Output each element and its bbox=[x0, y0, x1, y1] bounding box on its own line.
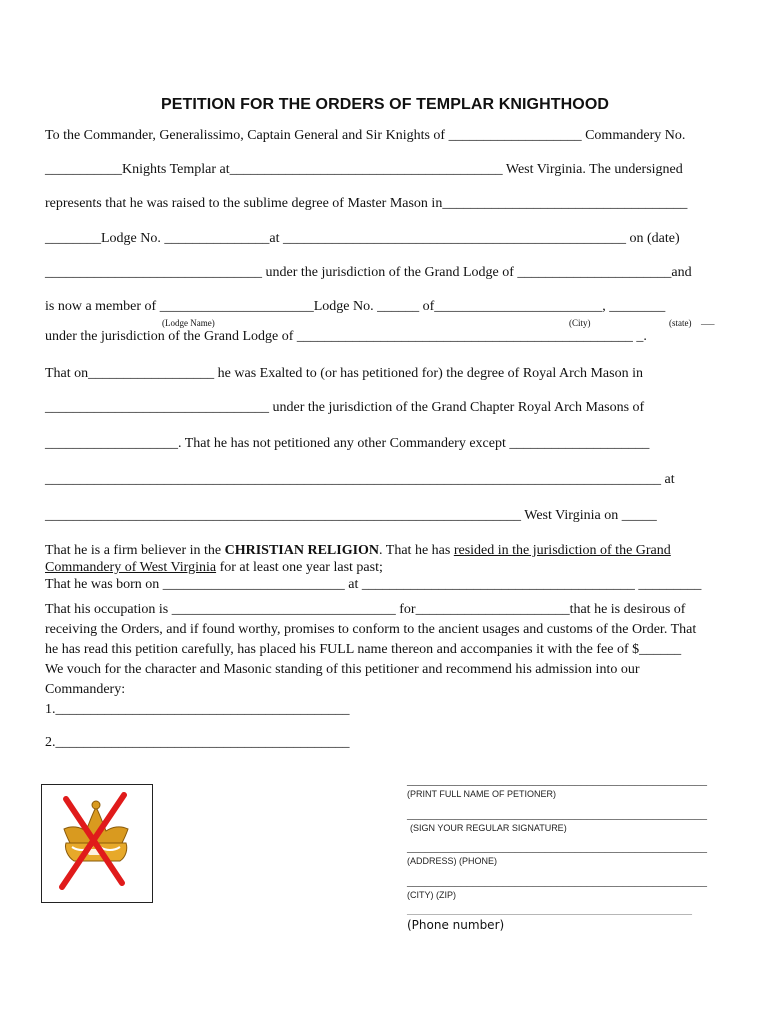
text-line-fee: he has read this petition carefully, has placed his FULL name thereon and accompanies it with the fee of $______ bbox=[45, 642, 682, 657]
address-label: (ADDRESS) (PHONE) bbox=[407, 856, 498, 866]
commandery-wv-text: Commandery of West Virginia bbox=[45, 560, 217, 575]
city-zip-label: (CITY) (ZIP) bbox=[407, 890, 456, 900]
phone-number-label: (Phone number) bbox=[407, 918, 505, 932]
label-city: (City) bbox=[569, 318, 591, 328]
signature-block-name bbox=[407, 773, 707, 800]
crown-logo-box bbox=[41, 784, 153, 903]
signature-label: (SIGN YOUR REGULAR SIGNATURE) bbox=[410, 823, 567, 833]
address-line: __________________________________________________ bbox=[407, 840, 707, 854]
signature-block-phone bbox=[407, 904, 707, 918]
text-line-receiving-orders: receiving the Orders, and if found worthy, promises to conform to the ancient usages and customs of the Order. That bbox=[45, 622, 697, 637]
text-line-commandery-wv bbox=[45, 559, 725, 577]
belief-text-f: for at least one year last past; bbox=[216, 560, 383, 575]
signature-block-address bbox=[407, 840, 707, 867]
label-state-blank: ___ bbox=[701, 316, 715, 326]
signature-line: __________________________________________________ bbox=[407, 807, 707, 821]
belief-text-c: . That he has bbox=[379, 543, 454, 558]
text-line-other-commandery: ___________________. That he has not petitioned any other Commandery except ____________________ bbox=[45, 436, 650, 451]
voucher-line-1: 1.__________________________________________ bbox=[45, 702, 350, 717]
city-zip-line: __________________________________________________ bbox=[407, 874, 707, 888]
text-line-lodge-no: ________Lodge No. _______________at _________________________________________________ on (date) bbox=[45, 231, 680, 246]
voucher-line-2: 2.__________________________________________ bbox=[45, 735, 350, 750]
text-line-at: ________________________________________________________________________________________ at bbox=[45, 472, 675, 487]
text-line-jurisdiction-grand-lodge: under the jurisdiction of the Grand Lodge of ________________________________________________ _. bbox=[45, 329, 647, 344]
text-line-grand-lodge: _______________________________ under the jurisdiction of the Grand Lodge of ______________________and bbox=[45, 265, 692, 280]
text-line-vouch: We vouch for the character and Masonic standing of this petitioner and recommend his admission into our bbox=[45, 662, 640, 677]
text-line-master-mason: represents that he was raised to the sublime degree of Master Mason in___________________________________ bbox=[45, 196, 688, 211]
text-line-grand-chapter: ________________________________ under the jurisdiction of the Grand Chapter Royal Arch Masons of bbox=[45, 400, 645, 415]
resided-jurisdiction-text: resided in the jurisdiction of the Grand bbox=[453, 543, 671, 558]
christian-religion-text: CHRISTIAN RELIGION bbox=[224, 543, 380, 558]
belief-text-a: That he is a firm believer in the bbox=[45, 543, 225, 558]
crown-crossed-out-icon bbox=[42, 785, 152, 902]
text-line-commandery-label: Commandery: bbox=[45, 682, 126, 697]
text-line-member-of: is now a member of ______________________Lodge No. ______ of________________________, ________ bbox=[45, 299, 666, 314]
phone-line: _________________________________________________________ bbox=[407, 905, 692, 916]
page-title: PETITION FOR THE ORDERS OF TEMPLAR KNIGHTHOOD bbox=[160, 96, 610, 113]
text-line-born-on: That he was born on __________________________ at _______________________________________ _________ bbox=[45, 577, 702, 592]
signature-block-city bbox=[407, 874, 707, 901]
text-line-west-virginia-on: ____________________________________________________________________ West Virginia on _____ bbox=[45, 508, 657, 523]
text-line-occupation: That his occupation is ________________________________ for______________________that he is desirous of bbox=[45, 602, 686, 617]
text-line-christian-religion bbox=[45, 542, 725, 560]
text-line-knights-templar: ___________Knights Templar at_______________________________________ West Virginia. The undersigned bbox=[45, 162, 683, 177]
text-line-royal-arch: That on__________________ he was Exalted to (or has petitioned for) the degree of Royal Arch Mason in bbox=[45, 366, 643, 381]
label-state: (state) bbox=[669, 318, 692, 328]
print-name-line: __________________________________________________ bbox=[407, 773, 707, 787]
print-name-label: (PRINT FULL NAME OF PETIONER) bbox=[407, 789, 557, 799]
text-line-commander: To the Commander, Generalissimo, Captain General and Sir Knights of ___________________ Commandery No. bbox=[45, 128, 686, 143]
signature-block-sign bbox=[407, 807, 707, 834]
label-lodge-name: (Lodge Name) bbox=[162, 318, 215, 328]
